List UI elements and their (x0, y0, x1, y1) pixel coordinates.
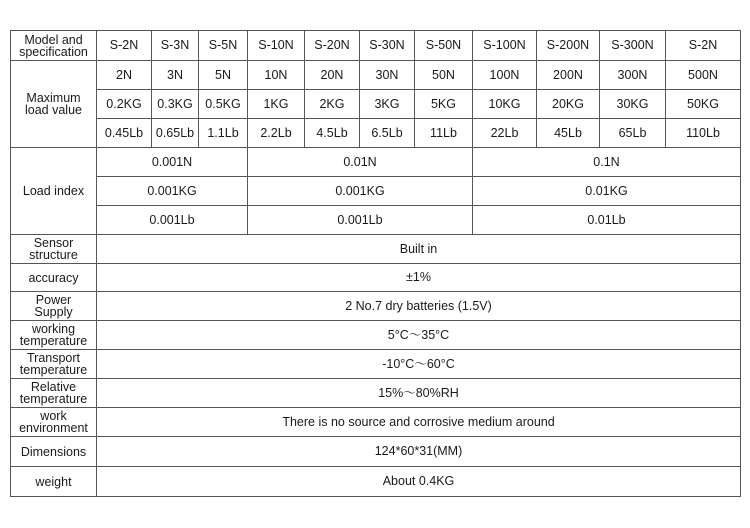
max-load-cell: 30KG (600, 90, 666, 119)
accuracy-row (11, 264, 741, 292)
load-index-label: Load index (11, 148, 97, 235)
specification-table (10, 30, 741, 497)
working-temperature-row (11, 321, 741, 350)
load-index-cell: 0.01KG (473, 177, 741, 206)
load-index-kg-row (11, 177, 741, 206)
max-load-cell: 0.45Lb (97, 119, 152, 148)
max-load-cell: 22Lb (473, 119, 537, 148)
relative-temperature-value: 15%～80%RH (97, 379, 741, 408)
load-index-cell: 0.001KG (248, 177, 473, 206)
load-index-newton-row (11, 148, 741, 177)
max-load-cell: 3N (152, 61, 199, 90)
load-index-cell: 0.001Lb (248, 206, 473, 235)
transport-temperature-row (11, 350, 741, 379)
accuracy-label: accuracy (11, 264, 97, 292)
max-load-cell: 6.5Lb (360, 119, 415, 148)
max-load-cell: 50N (415, 61, 473, 90)
power-supply-label: Power Supply (11, 292, 97, 321)
max-load-cell: 10KG (473, 90, 537, 119)
max-load-cell: 11Lb (415, 119, 473, 148)
transport-temperature-value: -10°C～60°C (97, 350, 741, 379)
max-load-cell: 0.65Lb (152, 119, 199, 148)
power-supply-value: 2 No.7 dry batteries (1.5V) (97, 292, 741, 321)
sensor-structure-value: Built in (97, 235, 741, 264)
model-cell: S-5N (199, 31, 248, 61)
max-load-cell: 20KG (537, 90, 600, 119)
relative-temperature-row (11, 379, 741, 408)
load-index-cell: 0.001KG (97, 177, 248, 206)
max-load-cell: 4.5Lb (305, 119, 360, 148)
model-cell: S-50N (415, 31, 473, 61)
max-load-cell: 0.3KG (152, 90, 199, 119)
work-environment-value: There is no source and corrosive medium around (97, 408, 741, 437)
model-cell: S-200N (537, 31, 600, 61)
header-row (11, 31, 741, 61)
model-cell: S-2N (666, 31, 741, 61)
power-supply-row (11, 292, 741, 321)
working-temperature-label: working temperature (11, 321, 97, 350)
max-load-cell: 45Lb (537, 119, 600, 148)
max-load-cell: 3KG (360, 90, 415, 119)
work-environment-label: work environment (11, 408, 97, 437)
transport-temperature-label: Transport temperature (11, 350, 97, 379)
max-load-cell: 50KG (666, 90, 741, 119)
dimensions-value: 124*60*31(MM) (97, 437, 741, 467)
max-load-cell: 1KG (248, 90, 305, 119)
working-temperature-value: 5°C～35°C (97, 321, 741, 350)
dimensions-row (11, 437, 741, 467)
max-load-cell: 20N (305, 61, 360, 90)
max-load-cell: 10N (248, 61, 305, 90)
model-cell: S-30N (360, 31, 415, 61)
max-load-cell: 110Lb (666, 119, 741, 148)
max-load-cell: 500N (666, 61, 741, 90)
load-index-lb-row (11, 206, 741, 235)
max-load-kg-row (11, 90, 741, 119)
max-load-cell: 100N (473, 61, 537, 90)
model-cell: S-3N (152, 31, 199, 61)
weight-row (11, 467, 741, 497)
max-load-cell: 300N (600, 61, 666, 90)
max-load-cell: 1.1Lb (199, 119, 248, 148)
accuracy-value: ±1% (97, 264, 741, 292)
sensor-structure-label: Sensor structure (11, 235, 97, 264)
load-index-cell: 0.001Lb (97, 206, 248, 235)
max-load-cell: 2KG (305, 90, 360, 119)
relative-temperature-label: Relative temperature (11, 379, 97, 408)
max-load-cell: 5N (199, 61, 248, 90)
load-index-cell: 0.1N (473, 148, 741, 177)
model-cell: S-10N (248, 31, 305, 61)
max-load-lb-row (11, 119, 741, 148)
max-load-cell: 2N (97, 61, 152, 90)
load-index-cell: 0.01N (248, 148, 473, 177)
model-spec-label: Model and specification (11, 31, 97, 61)
max-load-cell: 30N (360, 61, 415, 90)
model-cell: S-2N (97, 31, 152, 61)
load-index-cell: 0.001N (97, 148, 248, 177)
max-load-cell: 65Lb (600, 119, 666, 148)
max-load-cell: 0.5KG (199, 90, 248, 119)
max-load-cell: 0.2KG (97, 90, 152, 119)
weight-label: weight (11, 467, 97, 497)
load-index-cell: 0.01Lb (473, 206, 741, 235)
max-load-cell: 5KG (415, 90, 473, 119)
weight-value: About 0.4KG (97, 467, 741, 497)
model-cell: S-20N (305, 31, 360, 61)
max-load-newton-row (11, 61, 741, 90)
max-load-cell: 200N (537, 61, 600, 90)
sensor-structure-row (11, 235, 741, 264)
max-load-label: Maximum load value (11, 61, 97, 148)
dimensions-label: Dimensions (11, 437, 97, 467)
model-cell: S-100N (473, 31, 537, 61)
model-cell: S-300N (600, 31, 666, 61)
work-environment-row (11, 408, 741, 437)
max-load-cell: 2.2Lb (248, 119, 305, 148)
